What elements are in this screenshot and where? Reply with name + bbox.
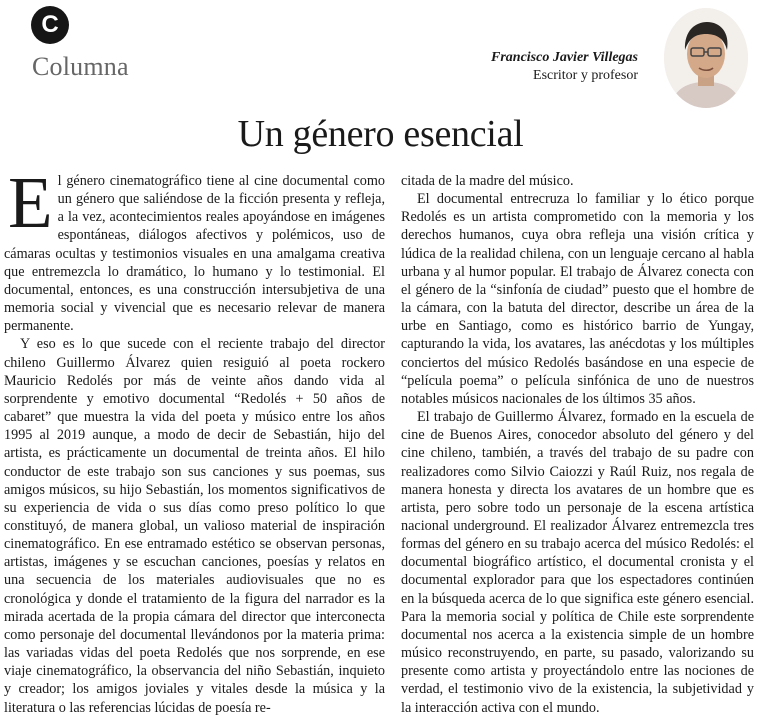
article-paragraph: citada de la madre del músico.: [401, 173, 574, 189]
article-column-right: [401, 172, 754, 720]
column-badge: C: [31, 6, 69, 44]
author-name: Francisco Javier Villegas: [491, 50, 638, 65]
author-portrait: [664, 8, 748, 108]
article-column-left: [4, 172, 385, 720]
paragraph-text: l género cinematográfico tiene al cine documental como un género que saliéndose de la ficción presenta y refleja, a la vez, acontecimientos reales apoyándose en imágenes espontáneas, diálogos afectivos y polémicos, uso de cámaras ocultas y testimonios visuales en una amalgama creativa que entremezcla lo dramático, lo humano y lo testimonial. El documental, entonces, es una construcción intersubjetiva de una memoria social y vivencial que es necesario relevar de manera permanente.: [4, 173, 385, 335]
author-byline: [491, 50, 638, 84]
article-body: [0, 172, 761, 720]
headline: Un género esencial: [237, 113, 524, 155]
article-paragraph: Y eso es lo que sucede con el reciente trabajo del director chileno Guillermo Álvarez quien resiguió al poeta rockero Mauricio Redolés por más de veinte años dando vida al sorprendente y emotivo documental “Redolés + 50 años de cabaret” que muestra la vida del poeta y músico entre los años 1995 al 2019 aunque, a modo de decir de Sebastián, hijo del artista, es prácticamente un documental de treinta años. El hilo conductor de este trabajo son sus canciones y sus poemas, sus amigos músicos, su hijo Sebastián, los momentos significativos de su experiencia de vida o sus días como preso político lo que constituyó, de manera global, un valioso material de inspiración cinematográfico. En ese entramado estético se observan personas, artistas, imágenes y se escuchan canciones, poesías y relatos en una secuencia de los materiales audiovisuales que no es cronológica y donde el tratamiento de la figura del narrador es la mirada acertada de la propia cámara del director que interconecta como personaje del documental llevándonos por la materia prima: las variadas vidas del poeta Redolés que nos sorprende, en ese viaje cinematográfico, la observancia del niño Sebastián, inquieto y creador; los amigos joviales y vitales desde la música y la literatura o las referencias lúcidas de poesía re-: [4, 336, 385, 716]
article-paragraph: [4, 172, 385, 335]
article-paragraph: El documental entrecruza lo familiar y lo ético porque Redolés es un artista comprometido con la memoria y los derechos humanos, cuya obra refleja una visión crítica y lúdica de la realidad chilena, con un lenguaje cercano al habla urbana y al humor popular. El trabajo de Álvarez conecta con el género de la “sinfonía de ciudad” puesto que el hombre de la cámara, con la batuta del director, describe un área de la urbe en Santiago, como es histórico barrio de Yungay, capturando la vida, los avatares, las anécdotas y los múltiples conciertos del músico Redolés basándose en una especie de “película poema” o película sinfónica de uno de nuestros notables músicos nacionales de los últimos 35 años.: [401, 191, 754, 407]
drop-cap: E: [8, 172, 53, 243]
author-role: Escritor y profesor: [533, 68, 638, 83]
article-paragraph: El trabajo de Guillermo Álvarez, formado en la escuela de cine de Buenos Aires, conocedor absoluto del género y del cine chileno, también, a través del trabajo de su padre con realizadores como Silvio Caiozzi y Raúl Ruiz, nos regala de manera honesta y directa los avatares de un hombre que es artista, pero sobre todo un personaje de la escena artística nacional underground. El realizador Álvarez entremezcla tres formas del género en su trabajo acerca del músico Redolés: el documental biográfico artístico, el documental cronista y el documental explorador para que los espectadores continúen en la búsqueda acerca de lo que significa este género esencial. Para la memoria social y política de Chile este sorprendente documental nos acerca a la existencia simple de un hombre músico reconstruyendo, en parte, su pasado, valorizando su presente como artista y proyectándolo entre las nociones de verdad, el testimonio vivo de la existencia, la subjetividad y la interacción activa con el mundo.: [401, 409, 754, 716]
section-label: Columna: [32, 52, 129, 81]
